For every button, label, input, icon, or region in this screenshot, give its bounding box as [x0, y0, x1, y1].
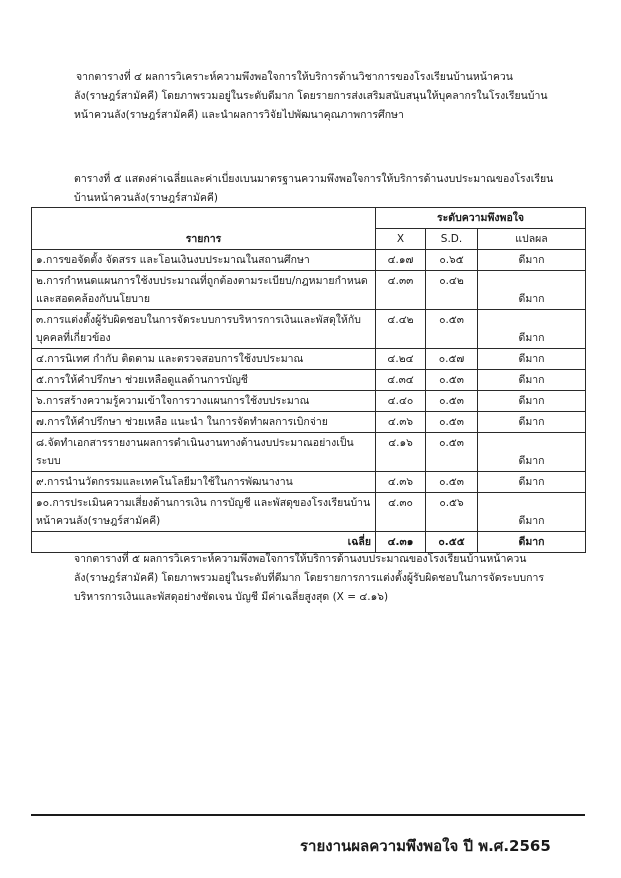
intro-paragraph: จากตารางที่ ๔ ผลการวิเคราะห์ความพึงพอใจการให้บริการด้านวิชาการของโรงเรียนบ้านหน้าควนลัง(ราษฎร์สามัคคี) โดยภาพรวมอยู่ในระดับดีมาก โดยรายการส่งเสริมสนับสนุนให้บุคลากรในโรงเรียนบ้านหน้าควนลัง(ราษฎร์สามัคคี) และนำผลการวิจัยไปพัฒนาคุณภาพการศึกษา — [74, 71, 548, 121]
table-row — [32, 493, 586, 532]
header-satisfaction-level: ระดับความพึงพอใจ — [376, 208, 586, 229]
row-sd: ๐.๕๗ — [426, 349, 478, 370]
header-sd: S.D. — [426, 229, 478, 250]
row-mean: ๔.๑๖ — [376, 433, 426, 472]
row-item: ๒.การกำหนดแผนการใช้งบประมาณที่ถูกต้องตามระเบียบ/กฎหมายกำหนด และสอดคล้องกับนโยบาย — [32, 271, 376, 310]
row-item: ๔.การนิเทศ กำกับ ติดตาม และตรวจสอบการใช้งบประมาณ — [32, 349, 376, 370]
row-mean: ๔.๔๒ — [376, 310, 426, 349]
row-level: ดีมาก — [478, 370, 586, 391]
row-item: ๗.การให้คำปรึกษา ช่วยเหลือ แนะนำ ในการจัดทำผลการเบิกจ่าย — [32, 412, 376, 433]
row-sd: ๐.๕๓ — [426, 412, 478, 433]
row-mean: ๔.๓๓ — [376, 271, 426, 310]
row-item: ๕.การให้คำปรึกษา ช่วยเหลือดูแลด้านการบัญชี — [32, 370, 376, 391]
footer-divider — [31, 814, 585, 816]
row-sd: ๐.๕๓ — [426, 433, 478, 472]
row-sd: ๐.๖๕ — [426, 250, 478, 271]
row-level: ดีมาก — [478, 271, 586, 310]
row-level: ดีมาก — [478, 250, 586, 271]
row-sd: ๐.๕๖ — [426, 493, 478, 532]
table-row — [32, 310, 586, 349]
row-mean: ๔.๒๔ — [376, 349, 426, 370]
header-mean: X — [376, 229, 426, 250]
row-item: ๖.การสร้างความรู้ความเข้าใจการวางแผนการใช้งบประมาณ — [32, 391, 376, 412]
table-caption: ตารางที่ ๕ แสดงค่าเฉลี่ยและค่าเบี่ยงเบนมาตรฐานความพึงพอใจการให้บริการด้านงบประมาณของโรงเรียนบ้านหน้าควนลัง(ราษฎร์สามัคคี) — [74, 173, 554, 204]
table-row — [32, 433, 586, 472]
row-item: ๑๐.การประเมินความเสี่ยงด้านการเงิน การบัญชี และพัสดุของโรงเรียนบ้านหน้าควนลัง(ราษฎร์สามัคคี) — [32, 493, 376, 532]
table-row — [32, 250, 586, 271]
footer-title: รายงานผลความพึงพอใจ ปี พ.ศ.2565 — [300, 837, 551, 855]
row-level: ดีมาก — [478, 412, 586, 433]
row-item: ๙.การนำนวัตกรรมและเทคโนโลยีมาใช้ในการพัฒนางาน — [32, 472, 376, 493]
average-sd: ๐.๕๕ — [426, 532, 478, 553]
summary-paragraph: จากตารางที่ ๕ ผลการวิเคราะห์ความพึงพอใจการให้บริการด้านงบประมาณของโรงเรียนบ้านหน้าควนลัง(ราษฎร์สามัคคี) โดยภาพรวมอยู่ในระดับที่ดีมาก โดยรายการการแต่งตั้งผู้รับผิดชอบในการจัดระบบการบริหารการเงินและพัสดุอย่างชัดเจน บัญชี มีค่าเฉลี่ยสูงสุด (X = ๔.๑๖) — [74, 553, 545, 603]
table-row — [32, 370, 586, 391]
row-sd: ๐.๕๓ — [426, 310, 478, 349]
table-row — [32, 472, 586, 493]
table-row — [32, 412, 586, 433]
row-level: ดีมาก — [478, 472, 586, 493]
row-item: ๑.การขอจัดตั้ง จัดสรร และโอนเงินงบประมาณในสถานศึกษา — [32, 250, 376, 271]
average-mean: ๔.๓๑ — [376, 532, 426, 553]
satisfaction-table — [31, 207, 586, 553]
row-mean: ๔.๓๔ — [376, 370, 426, 391]
row-level: ดีมาก — [478, 433, 586, 472]
row-mean: ๔.๑๗ — [376, 250, 426, 271]
row-level: ดีมาก — [478, 391, 586, 412]
row-sd: ๐.๕๓ — [426, 391, 478, 412]
row-sd: ๐.๔๒ — [426, 271, 478, 310]
row-sd: ๐.๕๓ — [426, 472, 478, 493]
row-mean: ๔.๔๐ — [376, 391, 426, 412]
average-label: เฉลี่ย — [32, 532, 376, 553]
row-mean: ๔.๓๖ — [376, 412, 426, 433]
row-mean: ๔.๓๖ — [376, 472, 426, 493]
row-level: ดีมาก — [478, 310, 586, 349]
row-sd: ๐.๕๓ — [426, 370, 478, 391]
row-level: ดีมาก — [478, 493, 586, 532]
average-level: ดีมาก — [478, 532, 586, 553]
row-item: ๘.จัดทำเอกสารรายงานผลการดำเนินงานทางด้านงบประมาณอย่างเป็นระบบ — [32, 433, 376, 472]
table-row — [32, 271, 586, 310]
row-mean: ๔.๓๐ — [376, 493, 426, 532]
header-item: รายการ — [32, 208, 376, 250]
row-level: ดีมาก — [478, 349, 586, 370]
table-row — [32, 349, 586, 370]
table-row — [32, 391, 586, 412]
header-interpretation: แปลผล — [478, 229, 586, 250]
row-item: ๓.การแต่งตั้งผู้รับผิดชอบในการจัดระบบการบริหารการเงินและพัสดุให้กับบุคคลที่เกี่ยวข้อง — [32, 310, 376, 349]
